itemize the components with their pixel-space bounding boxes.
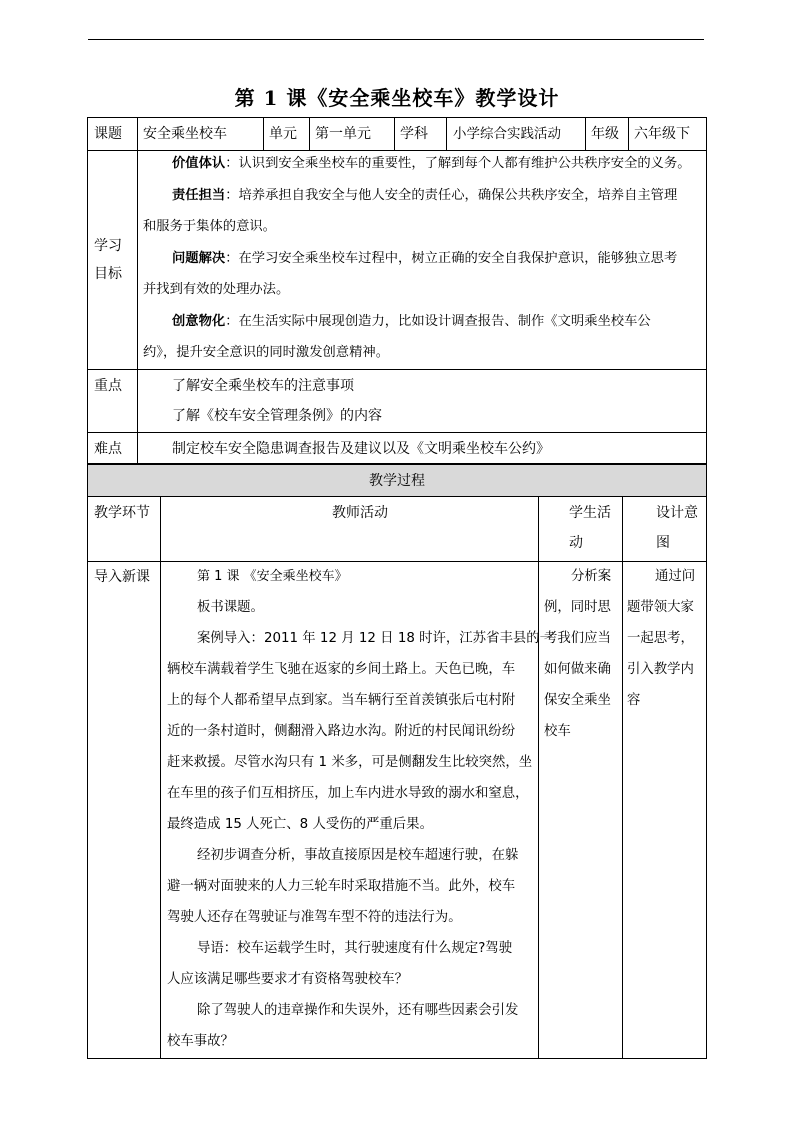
teacher-line: 赶来救援。尽管水沟只有 1 米多，可是侧翻发生比较突然，坐 xyxy=(167,755,533,770)
student-line: 如何做来确 xyxy=(544,662,611,677)
col-student-2: 动 xyxy=(569,535,583,551)
objectives-label-2: 目标 xyxy=(94,266,122,282)
student-line: 校车 xyxy=(544,724,571,739)
col-teacher: 教师活动 xyxy=(332,505,388,521)
unit-label: 单元 xyxy=(269,126,297,142)
grade-value: 六年级下 xyxy=(634,126,690,142)
student-line: 例，同时思 xyxy=(544,600,611,615)
process-title: 教学过程 xyxy=(369,473,425,489)
teacher-line: 辆校车满载着学生飞驰在返家的乡间土路上。天色已晚，车 xyxy=(167,662,516,677)
objective-responsibility: 责任担当：培养承担自我安全与他人安全的责任心，确保公共秩序安全，培养自主管理 xyxy=(172,188,678,203)
objective-value: 价值体认：认识到安全乘坐校车的重要性，了解到每个人都有维护公共秩序安全的义务。 xyxy=(172,156,691,171)
col-design-1: 设计意 xyxy=(656,505,698,521)
difficulty-label: 难点 xyxy=(94,441,122,457)
col-student-1: 学生活 xyxy=(569,505,611,521)
teacher-line: 板书课题。 xyxy=(197,600,264,615)
student-line: 保安全乘坐 xyxy=(544,693,611,708)
teacher-line: 最终造成 15 人死亡、8 人受伤的严重后果。 xyxy=(167,817,433,832)
teacher-line: 在车里的孩子们互相挤压，加上车内进水导致的溺水和窒息， xyxy=(167,786,529,801)
teacher-line: 经初步调查分析，事故直接原因是校车超速行驶，在躲 xyxy=(197,848,519,863)
topic-value: 安全乘坐校车 xyxy=(143,126,227,142)
objective-problem-cont: 并找到有效的处理办法。 xyxy=(143,282,290,297)
key-points-label: 重点 xyxy=(94,378,122,394)
objective-responsibility-cont: 和服务于集体的意识。 xyxy=(143,219,276,234)
subject-label: 学科 xyxy=(400,126,428,142)
teacher-line: 驾驶人还存在驾驶证与准驾车型不符的违法行为。 xyxy=(167,910,462,925)
teacher-line: 除了驾驶人的违章操作和失误外，还有哪些因素会引发 xyxy=(197,1003,519,1018)
teacher-line: 上的每个人都希望早点到家。当车辆行至首羡镇张后屯村附 xyxy=(167,693,516,708)
grade-label: 年级 xyxy=(591,126,619,142)
objective-problem: 问题解决：在学习安全乘坐校车过程中，树立正确的安全自我保护意识，能够独立思考 xyxy=(172,251,678,266)
unit-value: 第一单元 xyxy=(315,126,371,142)
teacher-line: 导语：校车运载学生时，其行驶速度有什么规定?驾驶 xyxy=(197,941,513,956)
teacher-line: 避一辆对面驶来的人力三轮车时采取措施不当。此外，校车 xyxy=(167,879,516,894)
teacher-line: 近的一条村道时，侧翻滑入路边水沟。附近的村民闻讯纷纷 xyxy=(167,724,516,739)
student-line: 分析案 xyxy=(571,569,612,584)
page-title: 第 1 课《安全乘坐校车》教学设计 xyxy=(234,86,560,110)
design-line: 容 xyxy=(627,693,641,708)
design-line: 通过问 xyxy=(655,569,696,584)
student-line: 考我们应当 xyxy=(544,631,611,646)
difficulty-1: 制定校车安全隐患调查报告及建议以及《文明乘坐校车公约》 xyxy=(172,441,550,457)
teacher-line: 第 1 课 《安全乘坐校车》 xyxy=(197,569,348,584)
teacher-line: 人应该满足哪些要求才有资格驾驶校车？ xyxy=(167,972,409,987)
teacher-line: 校车事故？ xyxy=(167,1034,234,1049)
subject-value: 小学综合实践活动 xyxy=(453,126,561,142)
col-design-2: 图 xyxy=(656,535,670,551)
design-line: 引入教学内 xyxy=(627,662,694,677)
key-point-1: 了解安全乘坐校车的注意事项 xyxy=(172,378,354,394)
col-stage: 教学环节 xyxy=(94,505,150,521)
teacher-line: 案例导入：2011 年 12 月 12 日 18 时许，江苏省丰县的一 xyxy=(197,631,554,646)
topic-label: 课题 xyxy=(94,126,122,142)
stage-intro: 导入新课 xyxy=(94,569,150,585)
header-rule xyxy=(88,39,704,40)
design-line: 一起思考， xyxy=(627,631,694,646)
objective-creativity: 创意物化：在生活实际中展现创造力，比如设计调查报告、制作《文明乘坐校车公 xyxy=(172,314,651,329)
objectives-label-1: 学习 xyxy=(94,238,122,254)
design-line: 题带领大家 xyxy=(627,600,694,615)
objective-creativity-cont: 约》，提升安全意识的同时激发创意精神。 xyxy=(143,345,389,360)
key-point-2: 了解《校车安全管理条例》的内容 xyxy=(172,408,382,424)
